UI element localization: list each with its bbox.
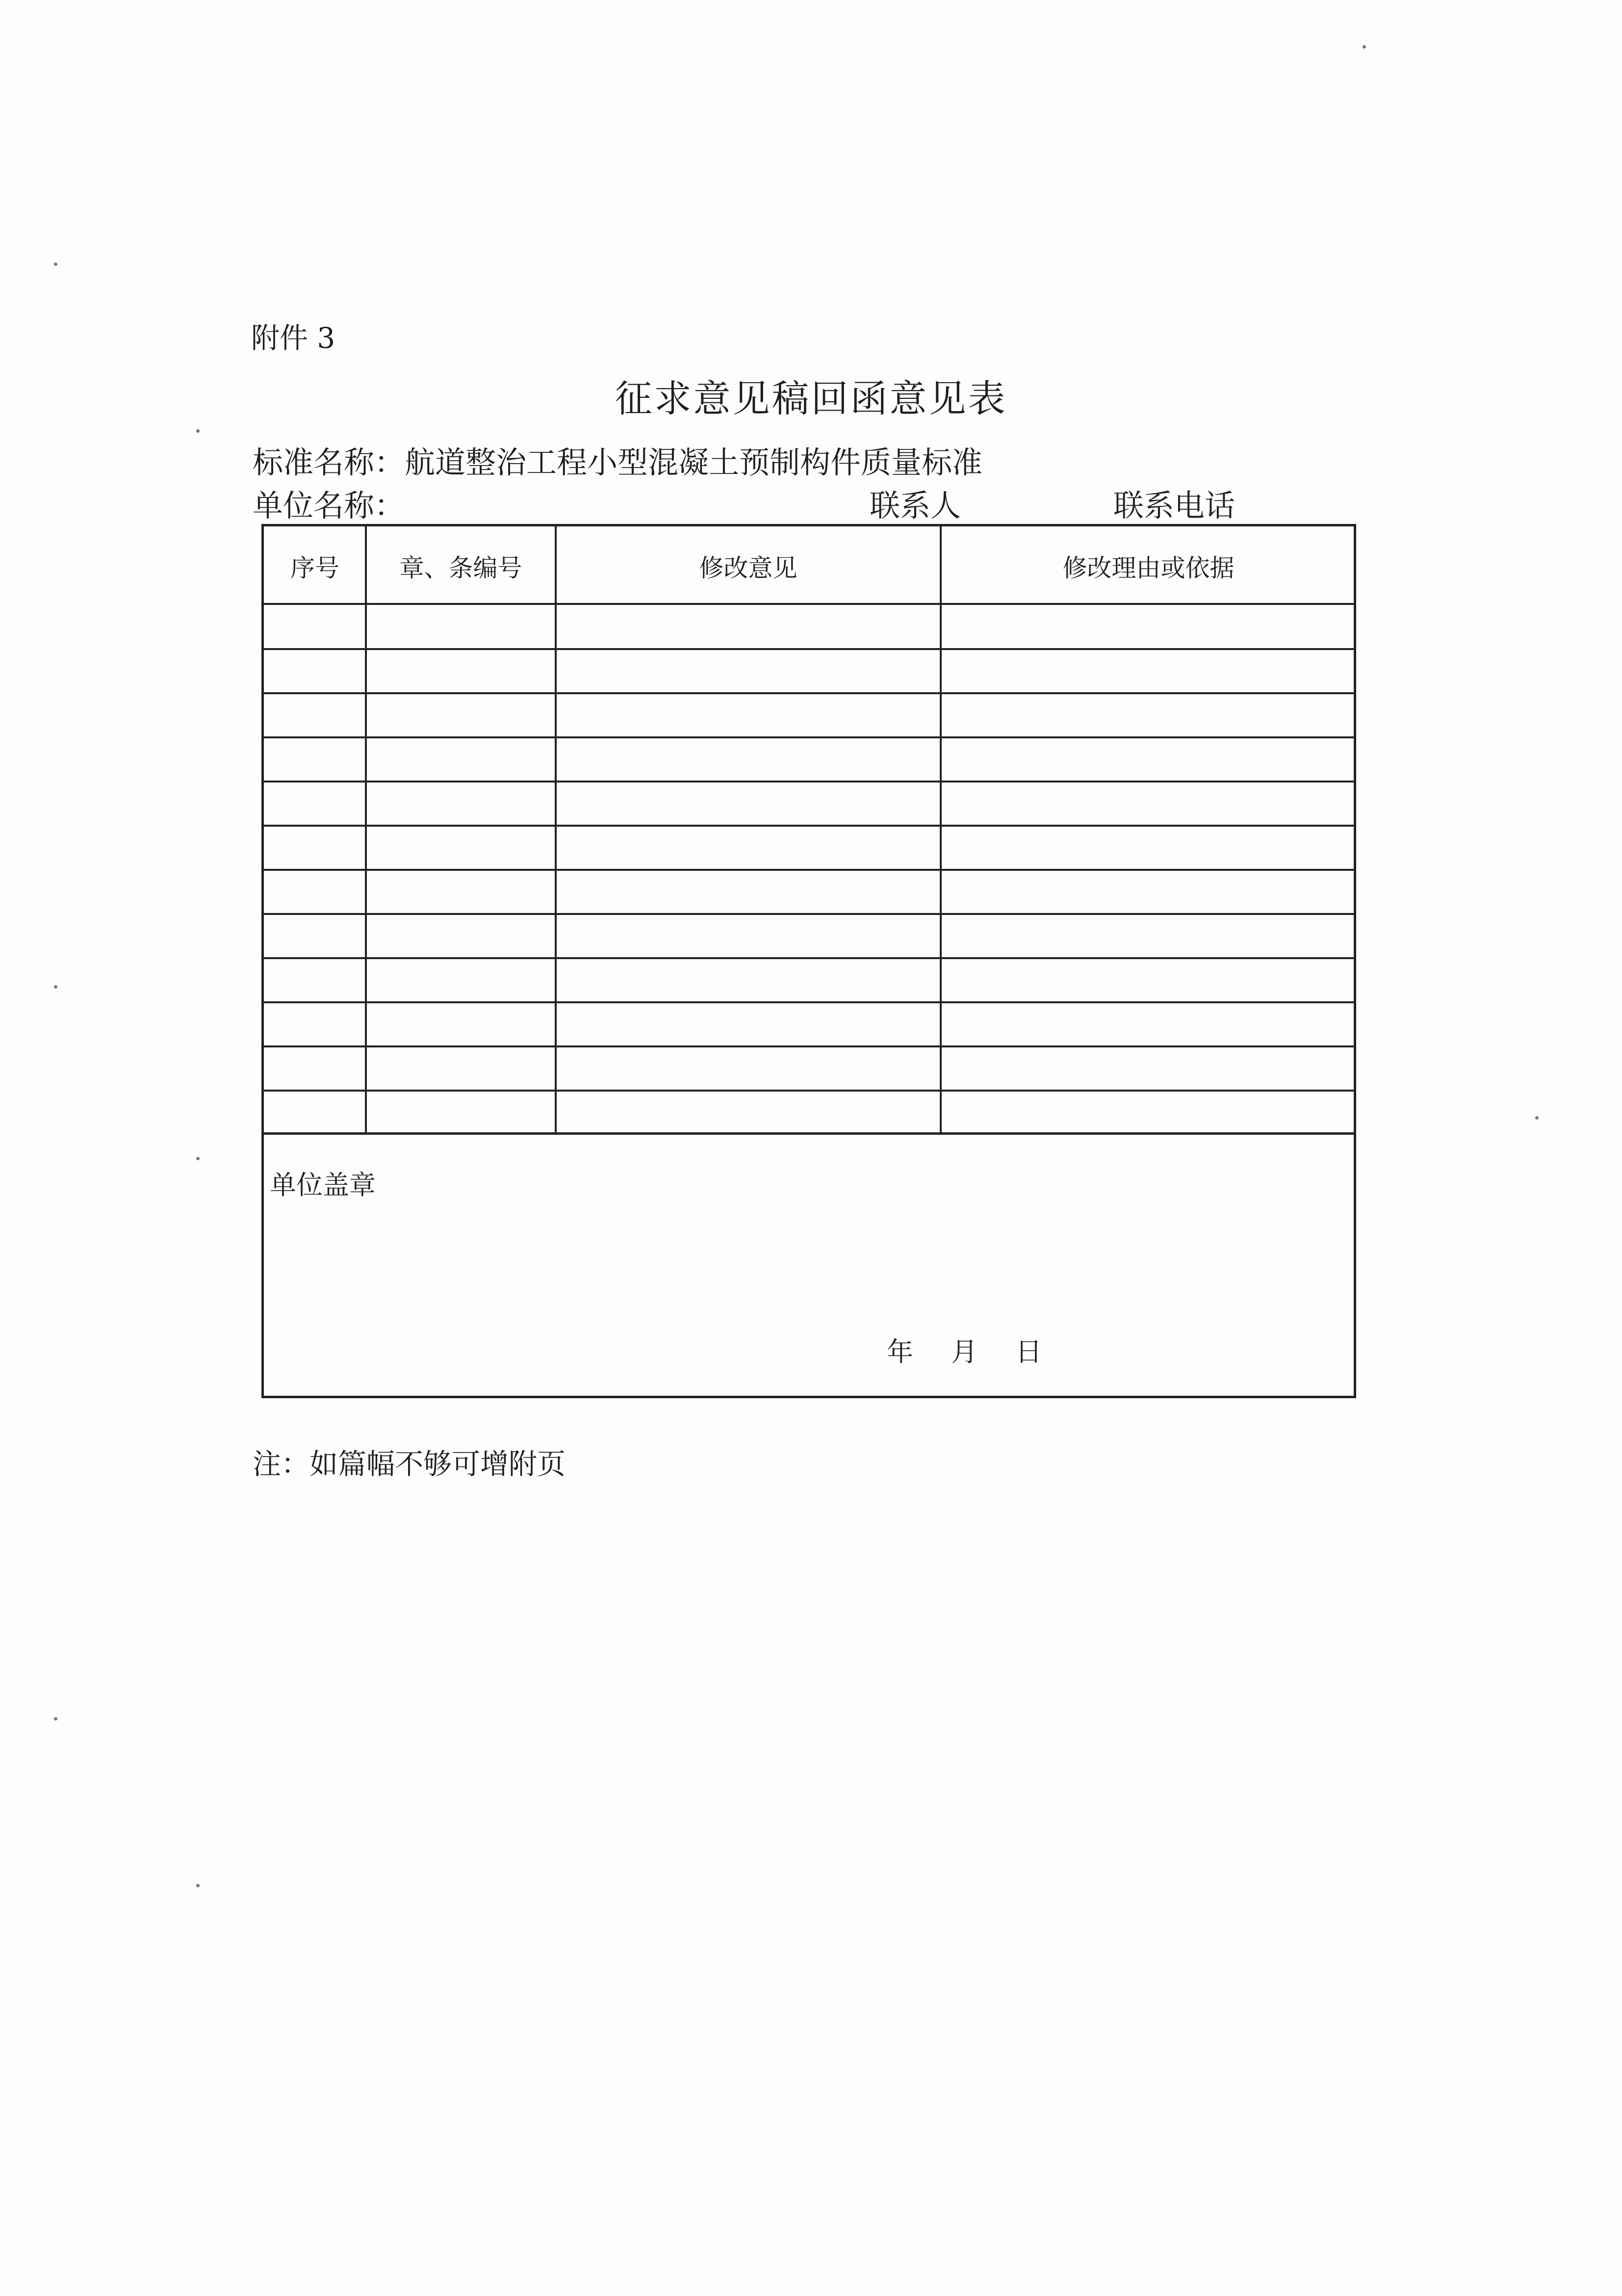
row-rule (264, 1090, 1354, 1092)
unit-seal-label: 单位盖章 (270, 1170, 376, 1200)
contact-person-label: 联系人 (870, 488, 961, 523)
scan-speck (1363, 45, 1366, 49)
seal-date-label: 年 月 日 (887, 1336, 1042, 1367)
standard-name-label: 标准名称： (253, 444, 405, 480)
contact-phone-label: 联系电话 (1113, 488, 1236, 523)
form-title: 征求意见稿回函意见表 (615, 377, 1007, 420)
footnote: 注：如篇幅不够可增附页 (253, 1447, 566, 1481)
column-divider (940, 526, 942, 1132)
header-row-rule (264, 603, 1354, 605)
scan-speck (54, 1717, 57, 1721)
scan-speck (196, 1157, 200, 1160)
standard-name-value: 航道整治工程小型混凝土预制构件质量标准 (405, 444, 983, 480)
attachment-label: 附件 3 (251, 321, 335, 355)
scan-speck (1535, 1116, 1539, 1120)
column-divider (365, 526, 367, 1132)
row-rule (264, 869, 1354, 871)
unit-name-label: 单位名称： (253, 488, 405, 523)
scan-speck (54, 262, 57, 266)
standard-name-line (253, 444, 983, 480)
scan-speck (196, 429, 200, 433)
seal-section-rule (264, 1132, 1354, 1135)
column-header-revision-comment: 修改意见 (699, 554, 798, 582)
row-rule (264, 957, 1354, 959)
row-rule (264, 913, 1354, 915)
column-header-clause-number: 章、条编号 (399, 554, 522, 582)
row-rule (264, 692, 1354, 694)
row-rule (264, 648, 1354, 650)
comment-form-table (261, 524, 1356, 1398)
column-header-serial-number: 序号 (290, 554, 339, 582)
row-rule (264, 825, 1354, 827)
scan-speck (196, 1884, 200, 1887)
row-rule (264, 1045, 1354, 1047)
row-rule (264, 736, 1354, 738)
column-header-revision-reason: 修改理由或依据 (1062, 554, 1235, 582)
scan-speck (54, 985, 57, 989)
row-rule (264, 781, 1354, 783)
column-divider (555, 526, 557, 1132)
row-rule (264, 1001, 1354, 1003)
